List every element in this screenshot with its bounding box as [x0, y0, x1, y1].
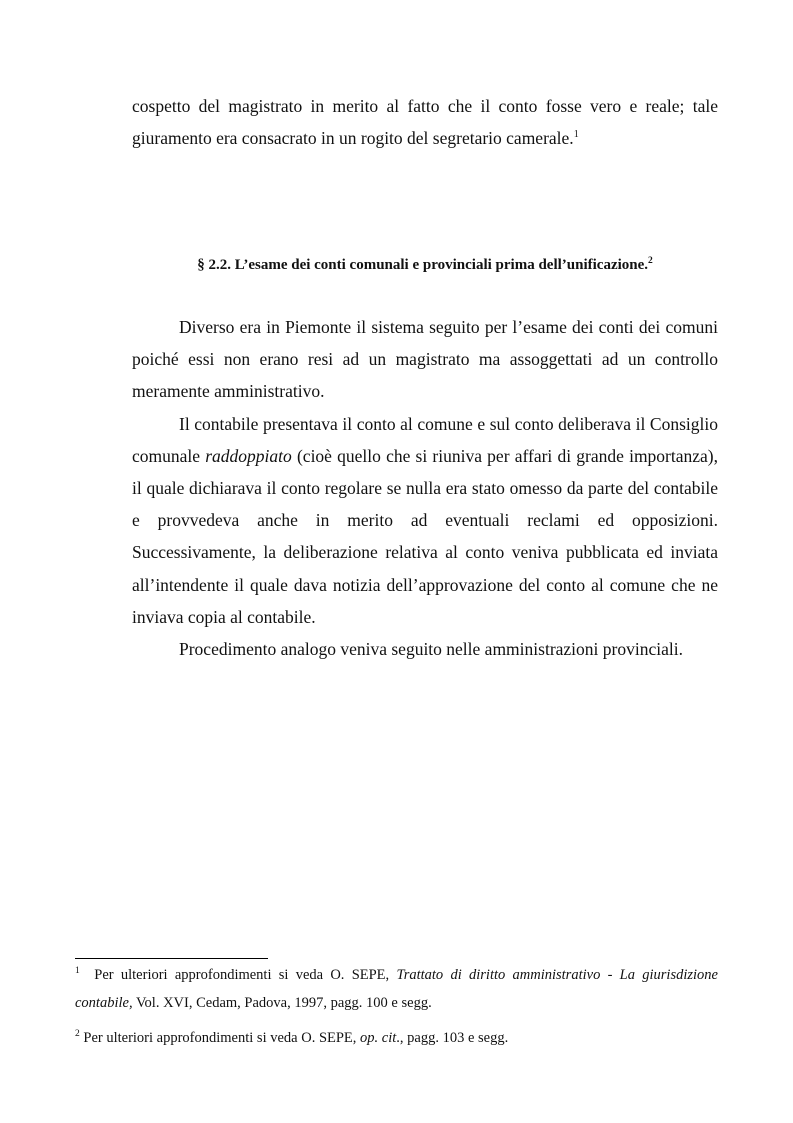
- footnote-2-number: 2: [75, 1029, 80, 1040]
- footnote-1-text: Per ulteriori approfondimenti si veda O. SEPE,: [94, 967, 397, 983]
- paragraph-3: Procedimento analogo veniva seguito nelle amministrazioni provinciali.: [179, 639, 683, 660]
- footnote-2-tail: ., pagg. 103 e segg.: [396, 1030, 509, 1046]
- section-title: § 2.2. L’esame dei conti comunali e provinciali prima dell’unificazione.: [197, 257, 649, 273]
- paragraph-2: [132, 408, 718, 633]
- footnote-2: [75, 1024, 718, 1052]
- paragraph-1: Diverso era in Piemonte il sistema seguito per l’esame dei conti dei comuni poiché essi non erano resi ad un magistrato ma assoggettati ad un controllo meramente amministrativo.: [132, 317, 718, 402]
- footnote-2-italic: op. cit: [360, 1030, 397, 1046]
- footnote-separator: [75, 958, 268, 959]
- paragraph-2-italic: raddoppiato: [205, 445, 292, 466]
- carryover-line-1: cospetto del magistrato in merito al fatto che il conto fosse vero e reale; tale: [132, 96, 718, 116]
- footnote-ref-2[interactable]: 2: [648, 256, 653, 266]
- footnote-1: [75, 961, 718, 1017]
- paragraph-2-part-2: (cioè quello che si riuniva per affari di grande importanza), il quale dichiarava il conto regolare se nulla era stato omesso da parte del contabile e provvedeva anche in merito ad eventuali reclami ed opposizioni. Successivamente, la deliberazione relativa al conto veniva pubblicata ed inviata all’intendente il quale dava notizia dell’approvazione del conto al comune che ne inviava copia al contabile.: [132, 445, 719, 627]
- footnote-ref-1[interactable]: 1: [573, 129, 579, 141]
- carryover-paragraph: [132, 90, 718, 154]
- footnote-1-italic: Trattato di diritto amministrativo - La giurisdizione contabile,: [75, 967, 718, 1011]
- footnote-1-tail: Vol. XVI, Cedam, Padova, 1997, pagg. 100 e segg.: [132, 995, 432, 1011]
- footnote-1-number: 1: [75, 966, 80, 977]
- carryover-line-2-text: giuramento era consacrato in un rogito del segretario camerale.: [132, 128, 574, 149]
- footnote-2-text: Per ulteriori approfondimenti si veda O. SEPE,: [83, 1030, 361, 1046]
- section-heading: [132, 254, 718, 276]
- body-text: [132, 311, 718, 665]
- paragraph-2-part-1: Il contabile presentava il conto al comune e sul conto deliberava il Consiglio comunale: [132, 413, 718, 466]
- carryover-line-2: [132, 122, 718, 154]
